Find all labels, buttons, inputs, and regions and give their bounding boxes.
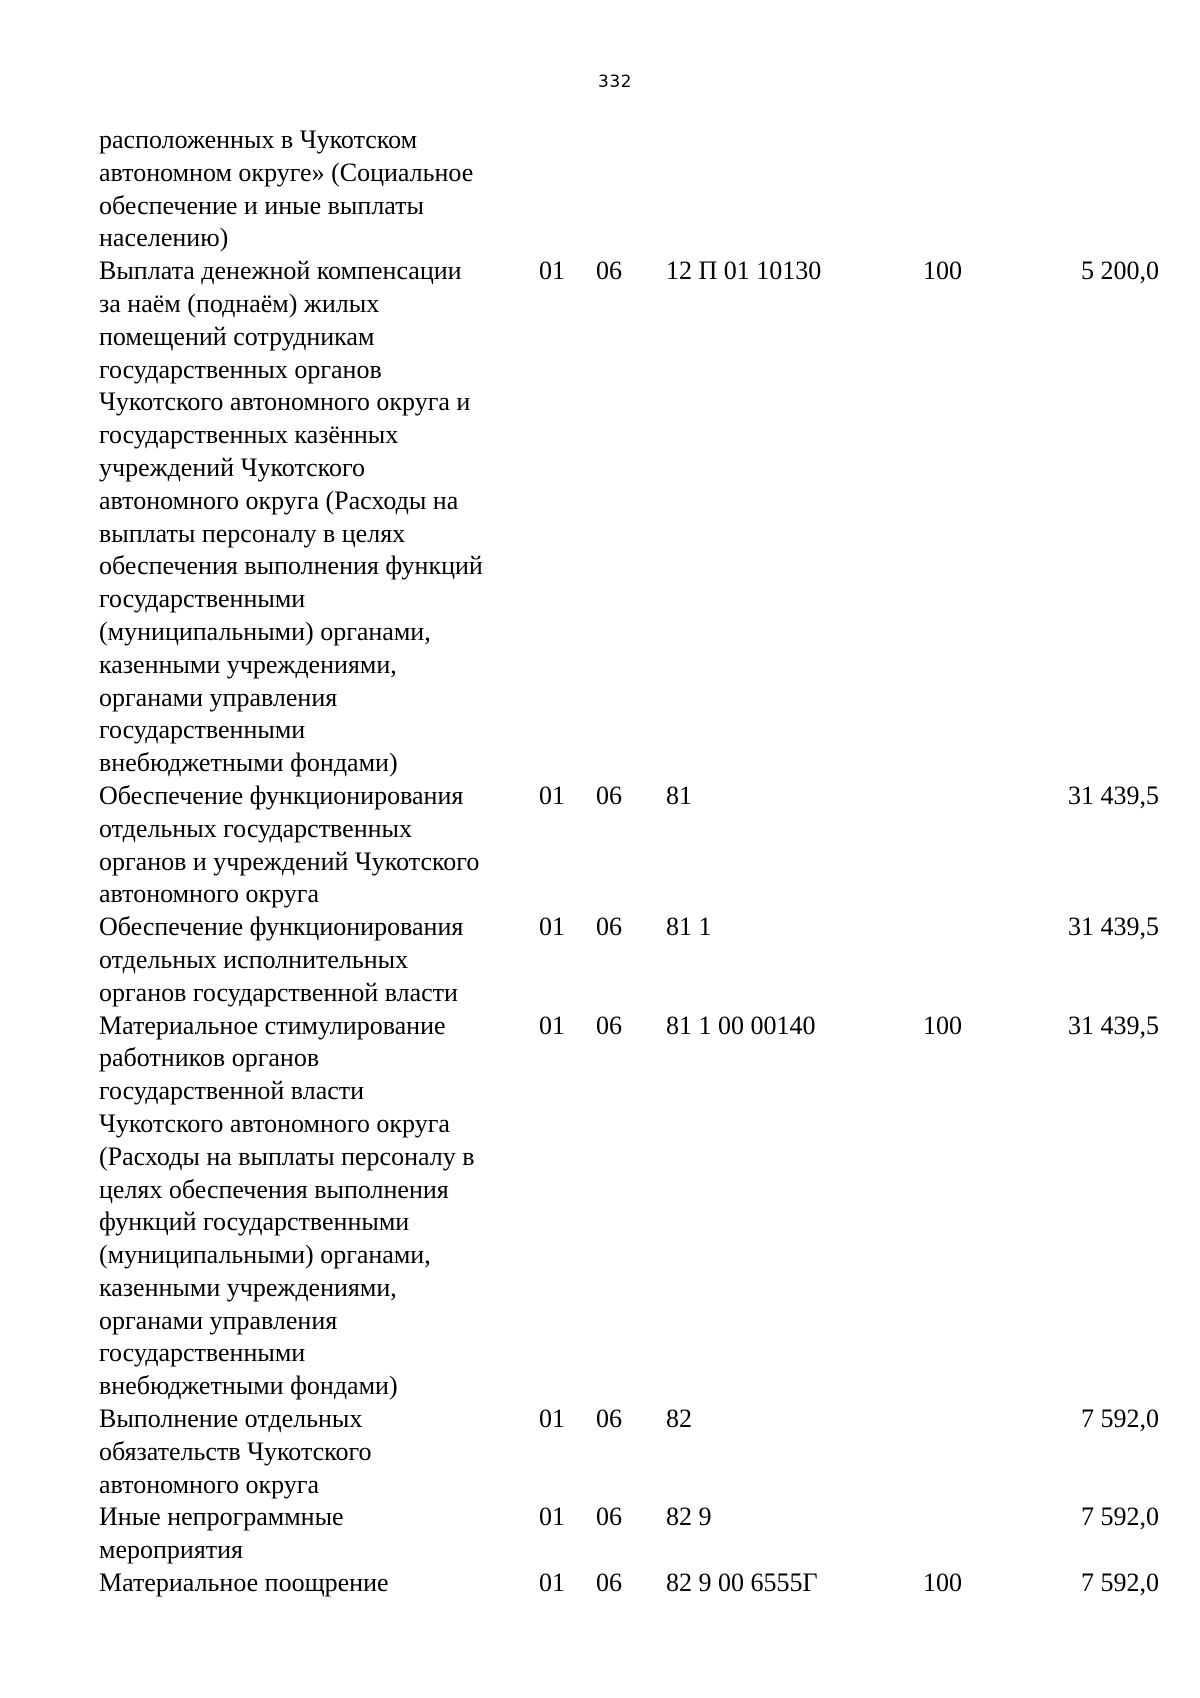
table-row: [99, 911, 1159, 1009]
row-name: Материальное поощрение: [99, 1568, 389, 1598]
row-amount: 7 592,0: [1081, 1568, 1159, 1598]
row-name: Обеспечение функционирования отдельных исполнительных органов государственной власти: [99, 912, 464, 1007]
row-name: расположенных в Чукотском автономном округе» (Социальное обеспечение и иные выплаты населению): [99, 125, 474, 253]
row-subsection-code: 06: [596, 1404, 622, 1434]
row-name: Иные непрограммные мероприятия: [99, 1502, 344, 1565]
row-target-article-code: 82 9 00 6555Г: [666, 1568, 818, 1598]
budget-table: [99, 124, 1159, 1600]
row-expense-type-code: [923, 124, 1003, 255]
row-section-code: 01: [539, 912, 565, 942]
row-section-code: 01: [539, 1568, 565, 1598]
row-name: Обеспечение функционирования отдельных государственных органов и учреждений Чукотского автономного округа: [99, 780, 480, 909]
row-section-code: 01: [539, 1404, 565, 1434]
row-name: Выполнение отдельных обязательств Чукотского автономного округа: [99, 1404, 372, 1499]
row-subsection-code: 06: [596, 912, 622, 942]
row-section-code: 01: [539, 256, 565, 286]
table-row: [99, 1567, 1159, 1600]
row-section-code: [539, 124, 596, 255]
row-subsection-code: 06: [596, 1568, 622, 1598]
row-amount: 31 439,5: [1068, 1010, 1159, 1040]
row-amount: 7 592,0: [1081, 1404, 1159, 1434]
page-number: 332: [598, 72, 632, 92]
row-section-code: 01: [539, 1010, 565, 1040]
row-section-code: 01: [539, 1502, 565, 1532]
row-target-article-code: 81: [666, 780, 692, 810]
row-name: Материальное стимулирование работников органов государственной власти Чукотского автономного округа (Расходы на выплаты персоналу в целях обеспечения выполнения функций государственными (муниципальными) органами, казенными учреждениями, органами управления государственными внебюджетными фондами): [99, 1010, 475, 1401]
row-expense-type-code: 100: [923, 256, 962, 286]
row-amount: 7 592,0: [1081, 1502, 1159, 1532]
row-subsection-code: 06: [596, 1010, 622, 1040]
row-target-article-code: 81 1: [666, 912, 712, 942]
row-subsection-code: 06: [596, 256, 622, 286]
row-expense-type-code: [923, 1501, 1003, 1567]
row-amount: 31 439,5: [1068, 780, 1159, 810]
table-row: [99, 255, 1159, 780]
row-amount: 31 439,5: [1068, 912, 1159, 942]
table-row: [99, 1501, 1159, 1567]
row-target-article-code: [666, 124, 923, 255]
row-expense-type-code: 100: [923, 1568, 962, 1598]
row-subsection-code: 06: [596, 780, 622, 810]
table-row: [99, 124, 1159, 255]
row-expense-type-code: [923, 1403, 1003, 1501]
row-target-article-code: 12 П 01 10130: [666, 256, 822, 286]
row-name: Выплата денежной компенсации за наём (поднаём) жилых помещений сотрудникам государственных органов Чукотского автономного округа и государственных казённых учреждений Чукотского автономного округа (Расходы на выплаты персоналу в целях обеспечения выполнения функций государственными (муниципальными) органами, казенными учреждениями, органами управления государственными внебюджетными фондами): [99, 256, 483, 778]
row-target-article-code: 82: [666, 1404, 692, 1434]
table-row: [99, 1010, 1159, 1404]
row-expense-type-code: 100: [923, 1010, 962, 1040]
row-amount: 5 200,0: [1081, 256, 1159, 286]
row-subsection-code: 06: [596, 1502, 622, 1532]
row-expense-type-code: [923, 780, 1003, 911]
table-row: [99, 1403, 1159, 1501]
row-section-code: 01: [539, 780, 565, 810]
table-row: [99, 780, 1159, 911]
row-amount: [1003, 124, 1159, 255]
row-target-article-code: 81 1 00 00140: [666, 1010, 816, 1040]
row-expense-type-code: [923, 911, 1003, 1009]
row-target-article-code: 82 9: [666, 1502, 712, 1532]
row-subsection-code: [596, 124, 666, 255]
